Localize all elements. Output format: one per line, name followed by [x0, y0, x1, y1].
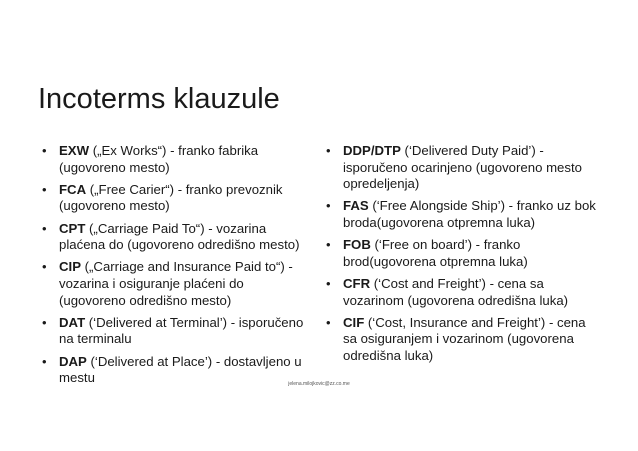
- list-item: [41, 182, 313, 215]
- term-exw: EXW: [59, 143, 90, 158]
- list-item: [325, 198, 603, 231]
- list-item: [325, 143, 603, 193]
- term-fca: FCA: [59, 181, 87, 197]
- list-item: [325, 276, 603, 309]
- list-item: [325, 315, 603, 365]
- term-dap: DAP: [59, 353, 87, 369]
- term-description: (‘Free on board’) - franko brod(ugovorena otpremna luka): [343, 237, 528, 269]
- term-description: („Ex Works“) - franko fabrika (ugovoreno mesto): [59, 143, 259, 175]
- incoterms-list-right: [325, 143, 603, 370]
- term-description: (‘Cost, Insurance and Freight’) - cena sa osiguranjem i vozarinom (ugovorena odredišna luka): [343, 314, 586, 363]
- term-description: (‘Cost and Freight’) - cena sa vozarinom (ugovorena odredišna luka): [343, 275, 569, 308]
- term-description: (‘Delivered at Terminal’) - isporučeno na terminalu: [59, 314, 304, 347]
- term-description: (‘Delivered Duty Paid’) - isporučeno ocarinjeno (ugovoreno mesto opredeljenja): [343, 143, 582, 192]
- list-item: [41, 221, 313, 254]
- term-description: („Carriage Paid To“) - vozarina plaćena do (ugovoreno odredišno mesto): [59, 220, 300, 253]
- term-description: („Free Carier“) - franko prevoznik (ugovoreno mesto): [59, 181, 283, 214]
- term-fas: FAS: [343, 198, 369, 214]
- slide-title: Incoterms klauzule: [38, 83, 280, 115]
- list-item: [41, 315, 313, 348]
- term-description: (‘Delivered at Place’) - dostavljeno u mestu: [59, 353, 302, 386]
- incoterms-list-left: [41, 143, 313, 392]
- list-item: [41, 259, 313, 309]
- term-cpt: CPT: [59, 220, 86, 236]
- list-item: [41, 143, 313, 176]
- term-description: („Carriage and Insurance Paid to“) - vozarina i osiguranje plaćeni do (ugovoreno odredišno mesto): [59, 259, 293, 308]
- list-item: [325, 237, 603, 270]
- term-fob: FOB: [343, 237, 371, 253]
- term-cfr: CFR: [343, 275, 371, 291]
- term-ddp-dtp: DDP/DTP: [343, 143, 401, 158]
- term-dat: DAT: [59, 314, 86, 330]
- term-cif: CIF: [343, 314, 365, 330]
- term-description: (‘Free Alongside Ship’) - franko uz bok broda(ugovorena otpremna luka): [343, 198, 596, 230]
- footer-email: jelena.milojkovic@zz.co.me: [288, 381, 350, 387]
- term-cip: CIP: [59, 259, 81, 275]
